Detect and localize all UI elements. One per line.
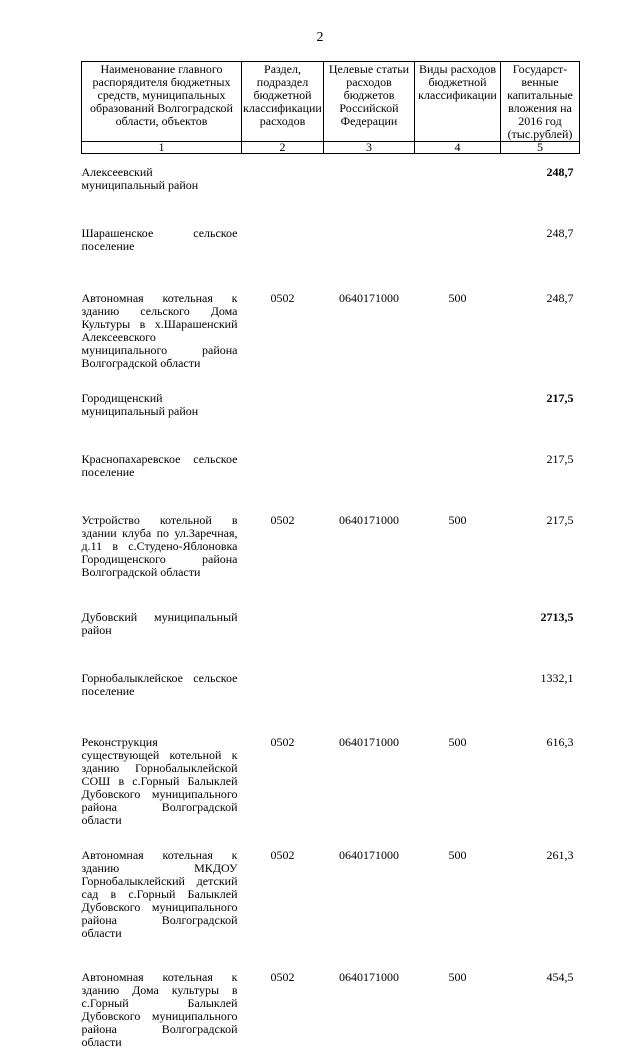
budget-table <box>81 61 580 1049</box>
row-kind <box>415 154 501 206</box>
table-row <box>82 205 580 270</box>
row-kind <box>415 370 501 431</box>
row-kind <box>415 205 501 270</box>
row-section <box>242 154 324 206</box>
row-target <box>324 205 415 270</box>
column-number: 2 <box>242 142 324 154</box>
row-target <box>324 589 415 650</box>
row-name: Автономная котельная к зданию МКДОУ Горнобалыклейский детский сад в с.Горный Балыклей Дубовского муниципального района Волгоградской области <box>82 827 242 949</box>
row-target: 0640171000 <box>324 827 415 949</box>
row-kind: 500 <box>415 714 501 827</box>
row-section: 0502 <box>242 714 324 827</box>
row-kind: 500 <box>415 949 501 1049</box>
row-amount: 1332,1 <box>501 650 580 714</box>
row-section <box>242 589 324 650</box>
header-section: Раздел, подраздел бюджетной классификации расходов <box>242 62 324 142</box>
header-row <box>82 62 580 142</box>
row-name: Алексеевский муниципальный район <box>82 154 242 206</box>
column-numbers-row <box>82 142 580 154</box>
row-target <box>324 431 415 492</box>
table-row <box>82 492 580 589</box>
row-section: 0502 <box>242 492 324 589</box>
row-amount: 248,7 <box>501 270 580 370</box>
row-name: Городищенский муниципальный район <box>82 370 242 431</box>
table-row <box>82 650 580 714</box>
row-amount: 616,3 <box>501 714 580 827</box>
table-body <box>82 154 580 1049</box>
row-target: 0640171000 <box>324 492 415 589</box>
row-amount: 454,5 <box>501 949 580 1049</box>
header-target: Целевые статьи расходов бюджетов Российской Федерации <box>324 62 415 142</box>
row-kind: 500 <box>415 270 501 370</box>
row-target <box>324 650 415 714</box>
row-amount: 248,7 <box>501 154 580 206</box>
row-kind: 500 <box>415 827 501 949</box>
row-name: Автономная котельная к зданию сельского Дома Культуры в х.Шарашенский Алексеевского муниципального района Волгоградской области <box>82 270 242 370</box>
column-number: 1 <box>82 142 242 154</box>
row-amount: 217,5 <box>501 431 580 492</box>
row-name: Дубовский муниципальный район <box>82 589 242 650</box>
row-target: 0640171000 <box>324 949 415 1049</box>
column-number: 5 <box>501 142 580 154</box>
row-target <box>324 370 415 431</box>
row-target: 0640171000 <box>324 270 415 370</box>
header-kind: Виды расходов бюджетной классификации <box>415 62 501 142</box>
row-amount: 2713,5 <box>501 589 580 650</box>
row-amount: 217,5 <box>501 370 580 431</box>
row-section <box>242 205 324 270</box>
table-row <box>82 827 580 949</box>
row-section: 0502 <box>242 827 324 949</box>
row-section: 0502 <box>242 270 324 370</box>
table-row <box>82 714 580 827</box>
row-kind <box>415 431 501 492</box>
row-amount: 248,7 <box>501 205 580 270</box>
row-name: Шарашенское сельское поселение <box>82 205 242 270</box>
page-number: 2 <box>0 30 640 46</box>
row-target <box>324 154 415 206</box>
column-number: 3 <box>324 142 415 154</box>
table-row <box>82 154 580 206</box>
row-section <box>242 370 324 431</box>
row-name: Автономная котельная к зданию Дома культуры в с.Горный Балыклей Дубовского муниципального района Волгоградской области <box>82 949 242 1049</box>
header-name: Наименование главного распорядителя бюджетных средств, муниципальных образований Волгоградской области, объектов <box>82 62 242 142</box>
table-row <box>82 431 580 492</box>
row-kind: 500 <box>415 492 501 589</box>
row-name: Устройство котельной в здании клуба по ул.Заречная, д.11 в с.Студено-Яблоновка Городищенского района Волгоградской области <box>82 492 242 589</box>
header-amount: Государст-венные капитальные вложения на 2016 год (тыс.рублей) <box>501 62 580 142</box>
column-number: 4 <box>415 142 501 154</box>
row-target: 0640171000 <box>324 714 415 827</box>
row-kind <box>415 650 501 714</box>
row-name: Горнобалыклейское сельское поселение <box>82 650 242 714</box>
row-section <box>242 650 324 714</box>
row-name: Реконструкция существующей котельной к зданию Горнобалыклейской СОШ в с.Горный Балыклей Дубовского муниципального района Волгоградской области <box>82 714 242 827</box>
row-amount: 217,5 <box>501 492 580 589</box>
table-row <box>82 949 580 1049</box>
row-amount: 261,3 <box>501 827 580 949</box>
row-kind <box>415 589 501 650</box>
row-name: Краснопахаревское сельское поселение <box>82 431 242 492</box>
table-row <box>82 589 580 650</box>
row-section: 0502 <box>242 949 324 1049</box>
table-row <box>82 370 580 431</box>
table-row <box>82 270 580 370</box>
row-section <box>242 431 324 492</box>
